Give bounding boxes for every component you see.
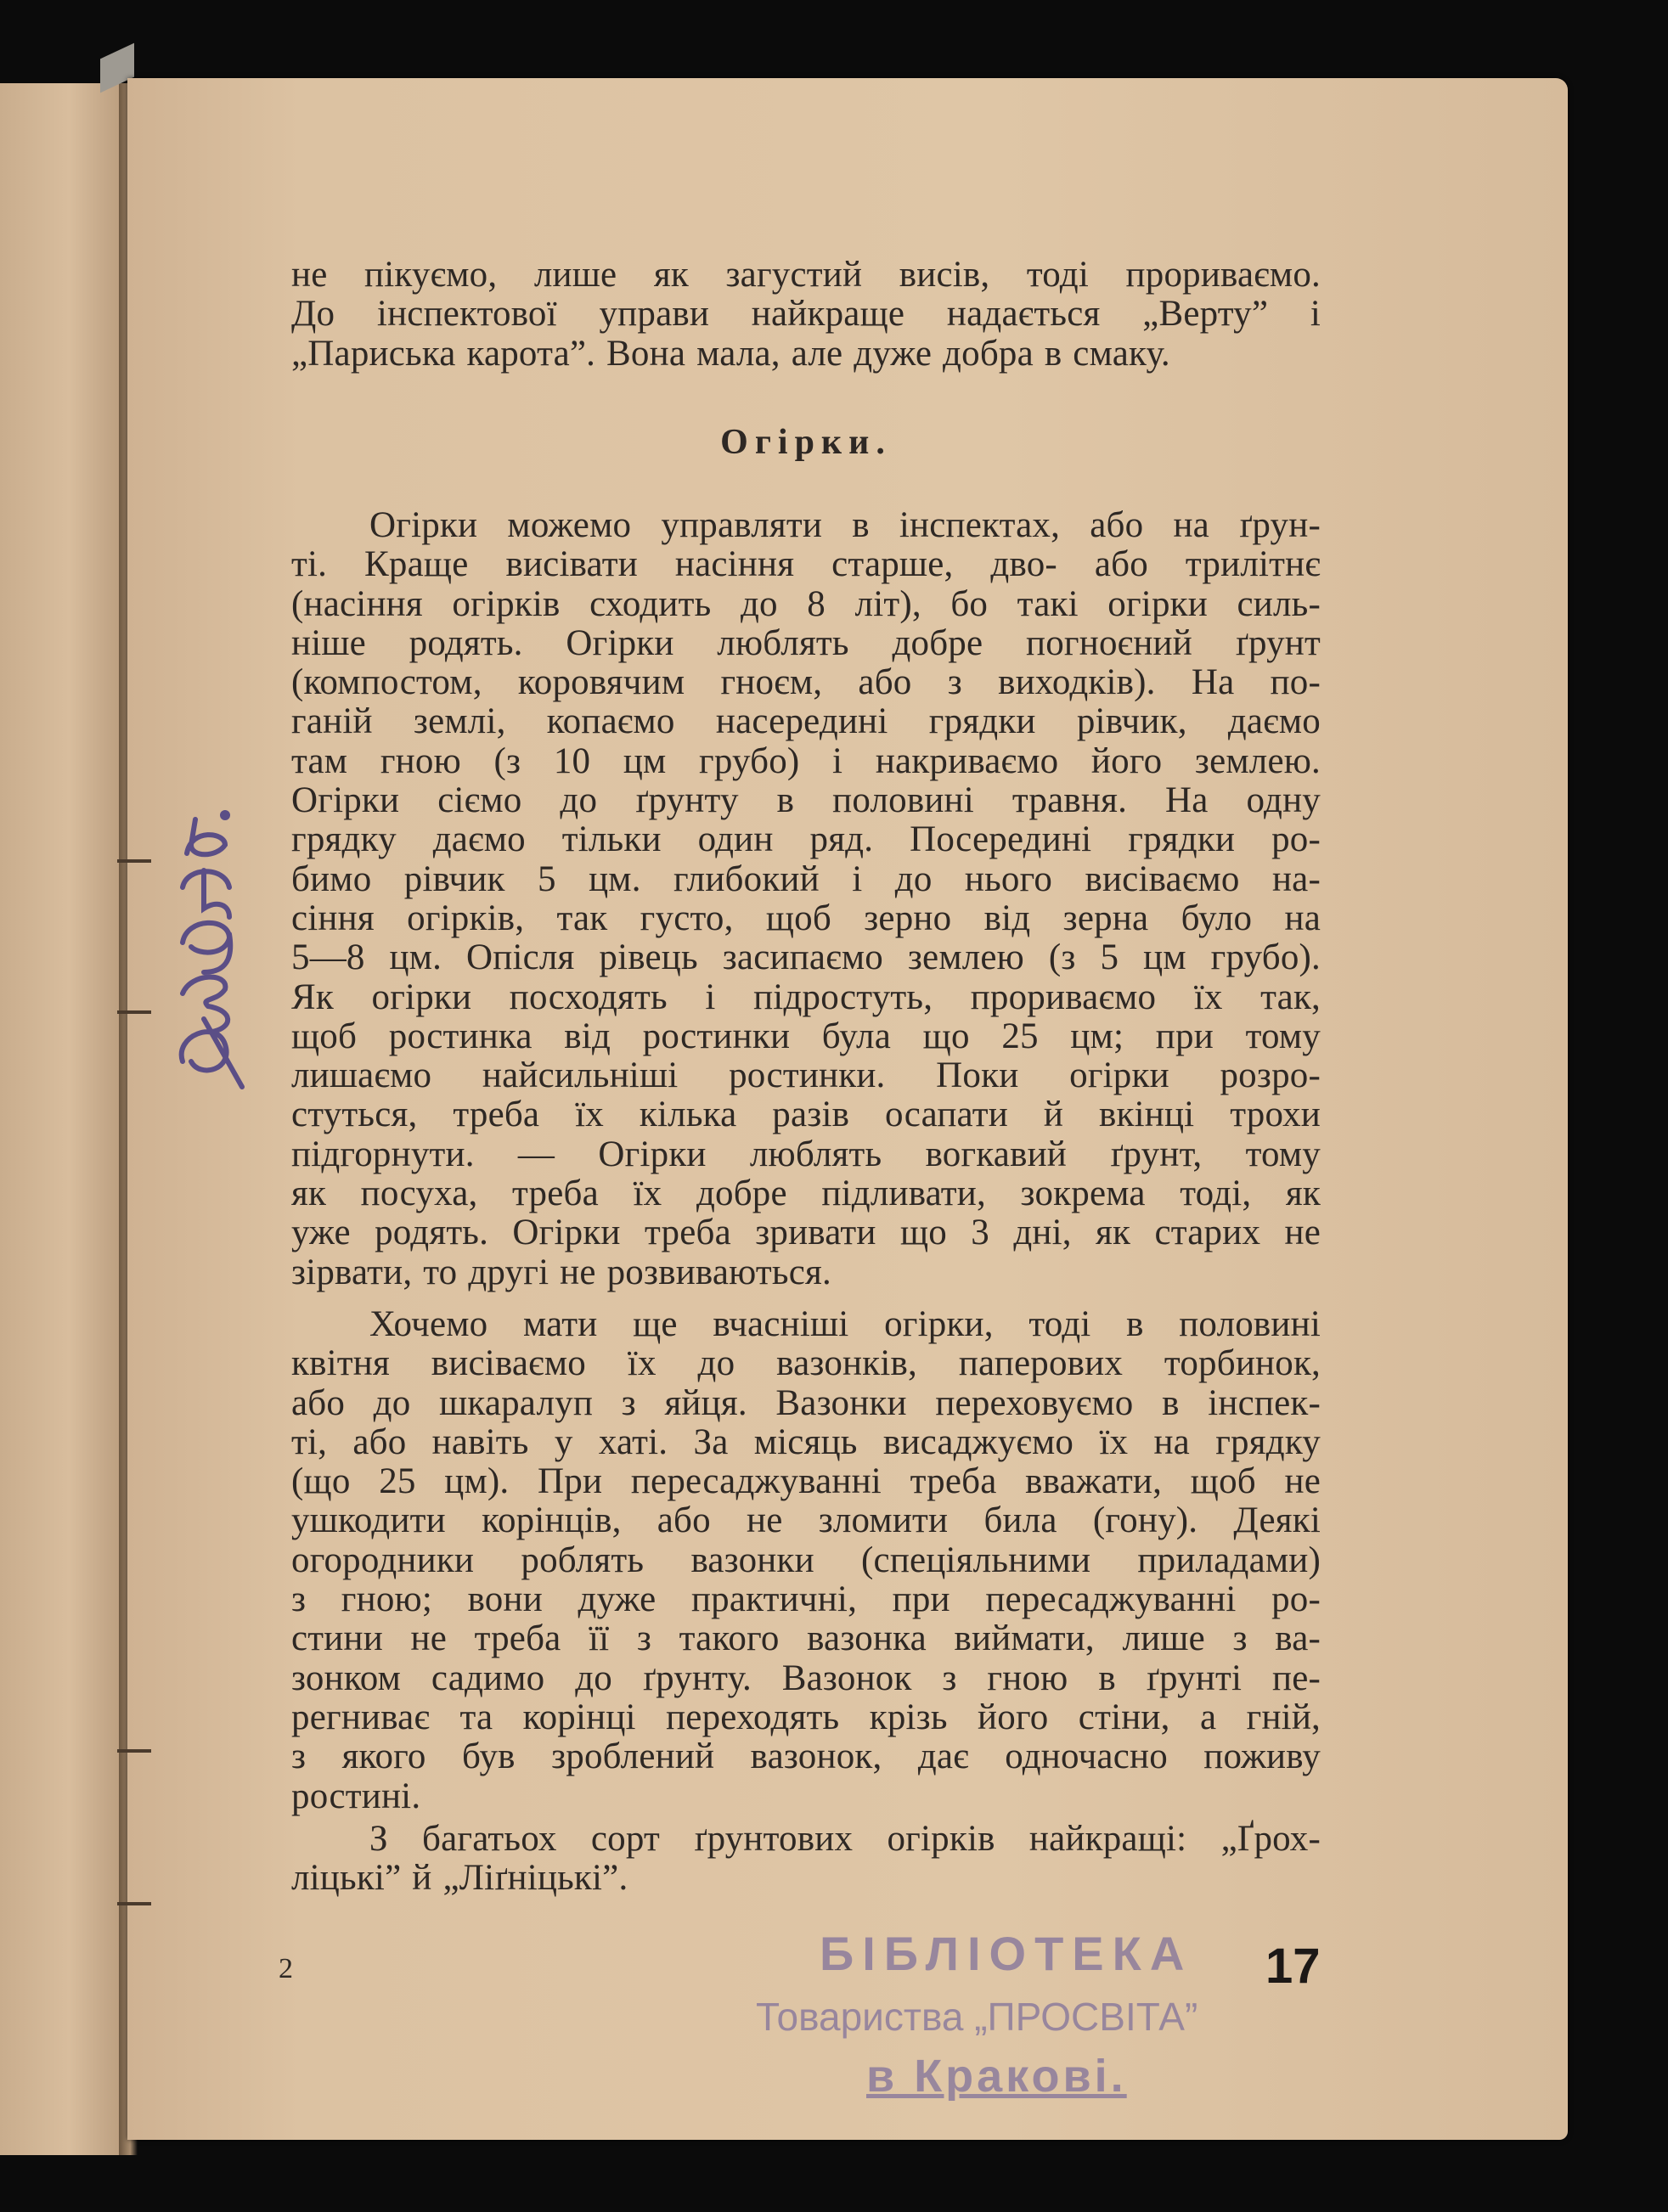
text-line: ліцькі” й „Ліґніцькі”. xyxy=(291,1858,628,1899)
stamp-line-1: БІБЛІОТЕКА xyxy=(820,1927,1193,1980)
text-line: ті, або навіть у хаті. За місяць висаджуємо їх на грядку xyxy=(291,1421,1321,1462)
text-line: стини не треба її з такого вазонка виймати, лише з ва- xyxy=(291,1618,1321,1659)
section-heading: Огірки. xyxy=(720,423,892,462)
text-line: зірвати, то другі не розвиваються. xyxy=(291,1252,831,1292)
text-line: стуться, треба їх кілька разів осапати й вкінці трохи xyxy=(291,1095,1321,1135)
text-line: ганій землі, копаємо насередині грядки рівчик, даємо xyxy=(291,701,1321,742)
paragraph-2 xyxy=(291,1305,1321,1816)
binding-stitch xyxy=(117,1902,151,1905)
text-line: „Париська карота”. Вона мала, але дуже добра в смаку. xyxy=(291,333,1170,374)
signature-mark: 2 xyxy=(279,1953,293,1984)
text-line: зонком садимо до ґрунту. Вазонок з гною в ґрунті пе- xyxy=(291,1658,1321,1698)
text-line: сіння огірків, так густо, щоб зерно від зерна було на xyxy=(291,898,1321,938)
binding-stitch xyxy=(117,1749,151,1753)
text-line: Як огірки посходять і підростуть, прориваємо їх так, xyxy=(291,977,1321,1017)
text-line: 5—8 цм. Опісля рівець засипаємо землею (з 5 цм грубо). xyxy=(291,937,1321,978)
text-line: Хочемо мати ще вчасніші огірки, тоді в половині xyxy=(369,1304,1321,1344)
text-line: З багатьох сорт ґрунтових огірків найкращі: „Ґрох- xyxy=(369,1819,1321,1859)
text-line: там гною (з 10 цм грубо) і накриваємо його землею. xyxy=(291,740,1321,781)
text-line: уже родять. Огірки треба зривати що 3 дні, як старих не xyxy=(291,1213,1321,1253)
text-line: регниває та корінці переходять крізь його стіни, а гній, xyxy=(291,1697,1321,1737)
binding-stitch xyxy=(117,859,151,863)
page-number: 17 xyxy=(1265,1939,1321,1994)
stamp-line-2: Товариства „ПРОСВІТА” xyxy=(756,1995,1198,2039)
text-line: лишаємо найсильніші ростинки. Поки огірки розро- xyxy=(291,1055,1321,1096)
text-line: Огірки можемо управляти в інспектах, або на ґрун- xyxy=(369,505,1321,545)
text-line: грядку даємо тільки один ряд. Посередині грядки ро- xyxy=(291,819,1321,860)
intro-paragraph xyxy=(291,256,1321,374)
text-line: або до шкаралуп з яйця. Вазонки переховуємо в інспек- xyxy=(291,1382,1321,1423)
text-line: (насіння огірків сходить до 8 літ), бо такі огірки силь- xyxy=(291,583,1321,624)
text-line: (що 25 цм). При пересаджуванні треба вважати, щоб не xyxy=(291,1461,1321,1502)
text-line: (компостом, коровячим гноєм, або з виходків). На по- xyxy=(291,662,1321,703)
text-line: квітня висіваємо їх до вазонків, паперових торбинок, xyxy=(291,1343,1321,1384)
stamp-line-3: в Кракові. xyxy=(866,2051,1127,2102)
binding-stitch xyxy=(117,1010,151,1014)
handwritten-shelfmark xyxy=(166,807,259,1095)
text-line: ушкодити корінців, або не зломити била (гону). Деякі xyxy=(291,1500,1321,1541)
text-line: огородники роблять вазонки (спеціяльними приладами) xyxy=(291,1539,1321,1580)
text-line: бимо рівчик 5 цм. глибокий і до нього висіваємо на- xyxy=(291,858,1321,899)
text-line: підгорнути. — Огірки люблять вогкавий ґрунт, тому xyxy=(291,1134,1321,1174)
library-stamp xyxy=(747,1926,1291,2102)
text-line: Огірки сіємо до ґрунту в половині травня. На одну xyxy=(291,780,1321,821)
text-line: з гною; вони дуже практичні, при пересаджуванні ро- xyxy=(291,1579,1321,1620)
text-line: щоб ростинка від ростинки була що 25 цм; при тому xyxy=(291,1016,1321,1056)
paragraph-3 xyxy=(291,1820,1321,1899)
text-line: з якого був зроблений вазонок, дає одночасно поживу xyxy=(291,1736,1321,1777)
text-line: ростині. xyxy=(291,1776,421,1816)
text-line: ніше родять. Огірки люблять добре погноєний ґрунт xyxy=(291,622,1321,663)
text-line: як посуха, треба їх добре підливати, зокрема тоді, як xyxy=(291,1174,1321,1214)
facing-page-edge xyxy=(0,83,128,2155)
text-line: ті. Краще висівати насіння старше, дво- або трилітнє xyxy=(291,544,1321,585)
text-line: До інспектової управи найкраще надається „Верту” і xyxy=(291,294,1321,335)
text-line: не пікуємо, лише як загустий висів, тоді прориваємо. xyxy=(291,255,1321,295)
paragraph-1 xyxy=(291,506,1321,1292)
